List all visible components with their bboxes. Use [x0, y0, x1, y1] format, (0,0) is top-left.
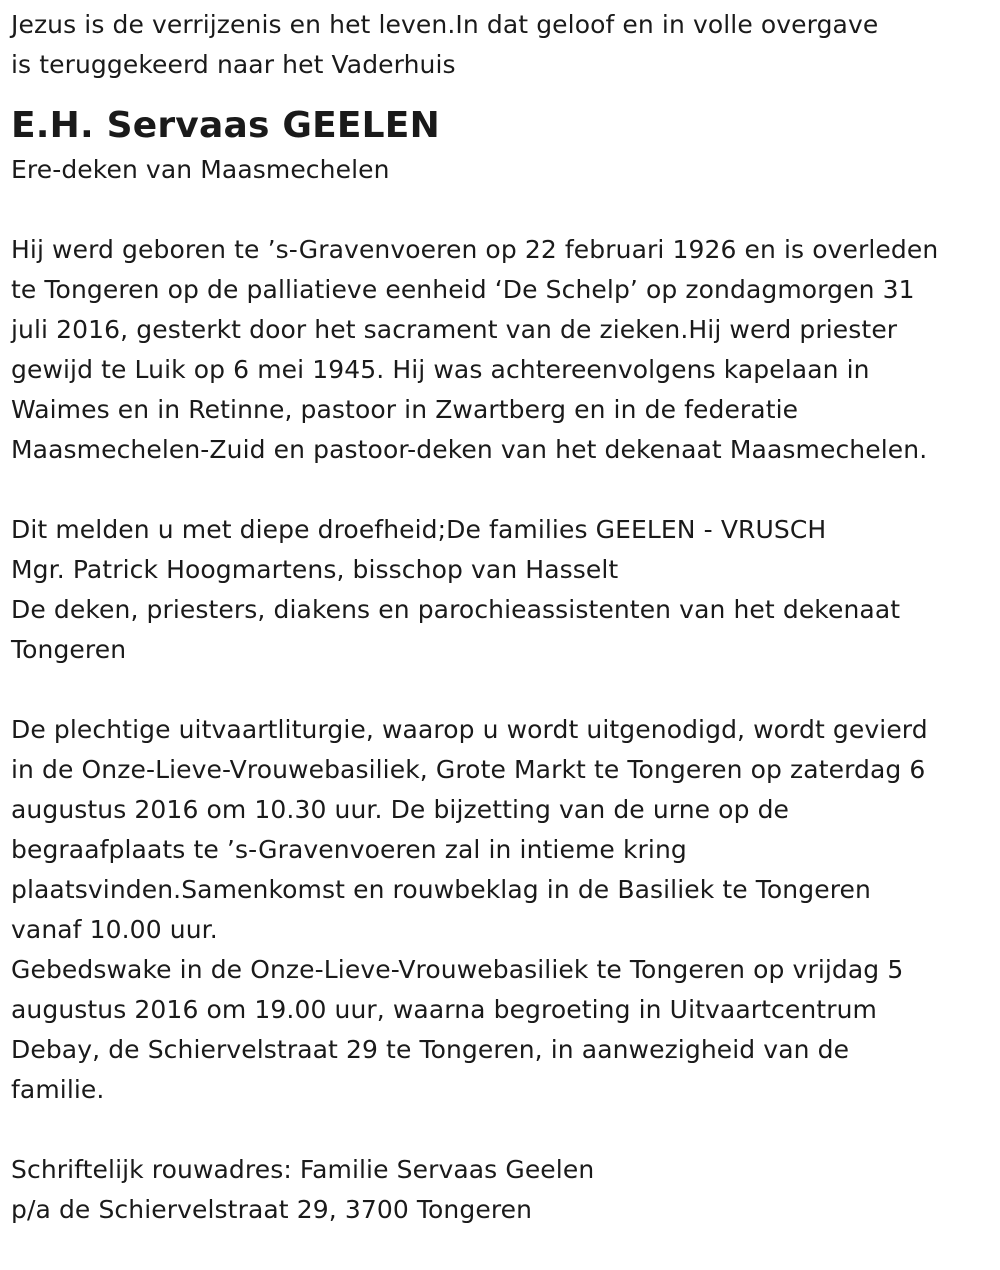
ceremony-line: vanaf 10.00 uur.: [11, 915, 218, 944]
ceremony-line: De plechtige uitvaartliturgie, waarop u wordt uitgenodigd, wordt gevierd: [11, 715, 928, 744]
ceremony-line: augustus 2016 om 19.00 uur, waarna begroeting in Uitvaartcentrum: [11, 995, 877, 1024]
biography-paragraph: [11, 230, 996, 470]
ceremony-line: familie.: [11, 1075, 105, 1104]
mourners-paragraph: [11, 510, 996, 670]
spacer: [11, 1110, 996, 1150]
bio-line: juli 2016, gesterkt door het sacrament van de zieken.Hij werd priester: [11, 315, 898, 344]
bio-line: Hij werd geboren te ’s-Gravenvoeren op 22 februari 1926 en is overleden: [11, 235, 939, 264]
deceased-name: E.H. Servaas GEELEN: [11, 105, 440, 146]
ceremony-line: Gebedswake in de Onze-Lieve-Vrouwebasiliek te Tongeren op vrijdag 5: [11, 955, 904, 984]
ceremony-line: begraafplaats te ’s-Gravenvoeren zal in intieme kring: [11, 835, 687, 864]
spacer: [11, 670, 996, 710]
intro-line: is teruggekeerd naar het Vaderhuis: [11, 50, 456, 79]
address-paragraph: [11, 1150, 996, 1230]
address-line: Schriftelijk rouwadres: Familie Servaas Geelen: [11, 1155, 595, 1184]
mourners-line: Mgr. Patrick Hoogmartens, bisschop van Hasselt: [11, 555, 619, 584]
spacer: [11, 470, 996, 510]
ceremony-line: plaatsvinden.Samenkomst en rouwbeklag in de Basiliek te Tongeren: [11, 875, 871, 904]
mourners-line: Tongeren: [11, 635, 127, 664]
ceremony-paragraph: [11, 710, 996, 1110]
spacer: [11, 190, 996, 230]
bio-line: te Tongeren op de palliatieve eenheid ‘De Schelp’ op zondagmorgen 31: [11, 275, 915, 304]
obituary-document: [11, 5, 996, 1230]
ceremony-line: Debay, de Schiervelstraat 29 te Tongeren, in aanwezigheid van de: [11, 1035, 850, 1064]
bio-line: Maasmechelen-Zuid en pastoor-deken van het dekenaat Maasmechelen.: [11, 435, 928, 464]
intro-text: [11, 5, 996, 85]
bio-line: Waimes en in Retinne, pastoor in Zwartberg en in de federatie: [11, 395, 799, 424]
intro-line: Jezus is de verrijzenis en het leven.In dat geloof en in volle overgave: [11, 10, 879, 39]
mourners-line: Dit melden u met diepe droefheid;De families GEELEN - VRUSCH: [11, 515, 827, 544]
deceased-title: Ere-deken van Maasmechelen: [11, 155, 390, 184]
mourners-line: De deken, priesters, diakens en parochieassistenten van het dekenaat: [11, 595, 901, 624]
bio-line: gewijd te Luik op 6 mei 1945. Hij was achtereenvolgens kapelaan in: [11, 355, 870, 384]
ceremony-line: augustus 2016 om 10.30 uur. De bijzetting van de urne op de: [11, 795, 790, 824]
address-line: p/a de Schiervelstraat 29, 3700 Tongeren: [11, 1195, 533, 1224]
ceremony-line: in de Onze-Lieve-Vrouwebasiliek, Grote Markt te Tongeren op zaterdag 6: [11, 755, 926, 784]
